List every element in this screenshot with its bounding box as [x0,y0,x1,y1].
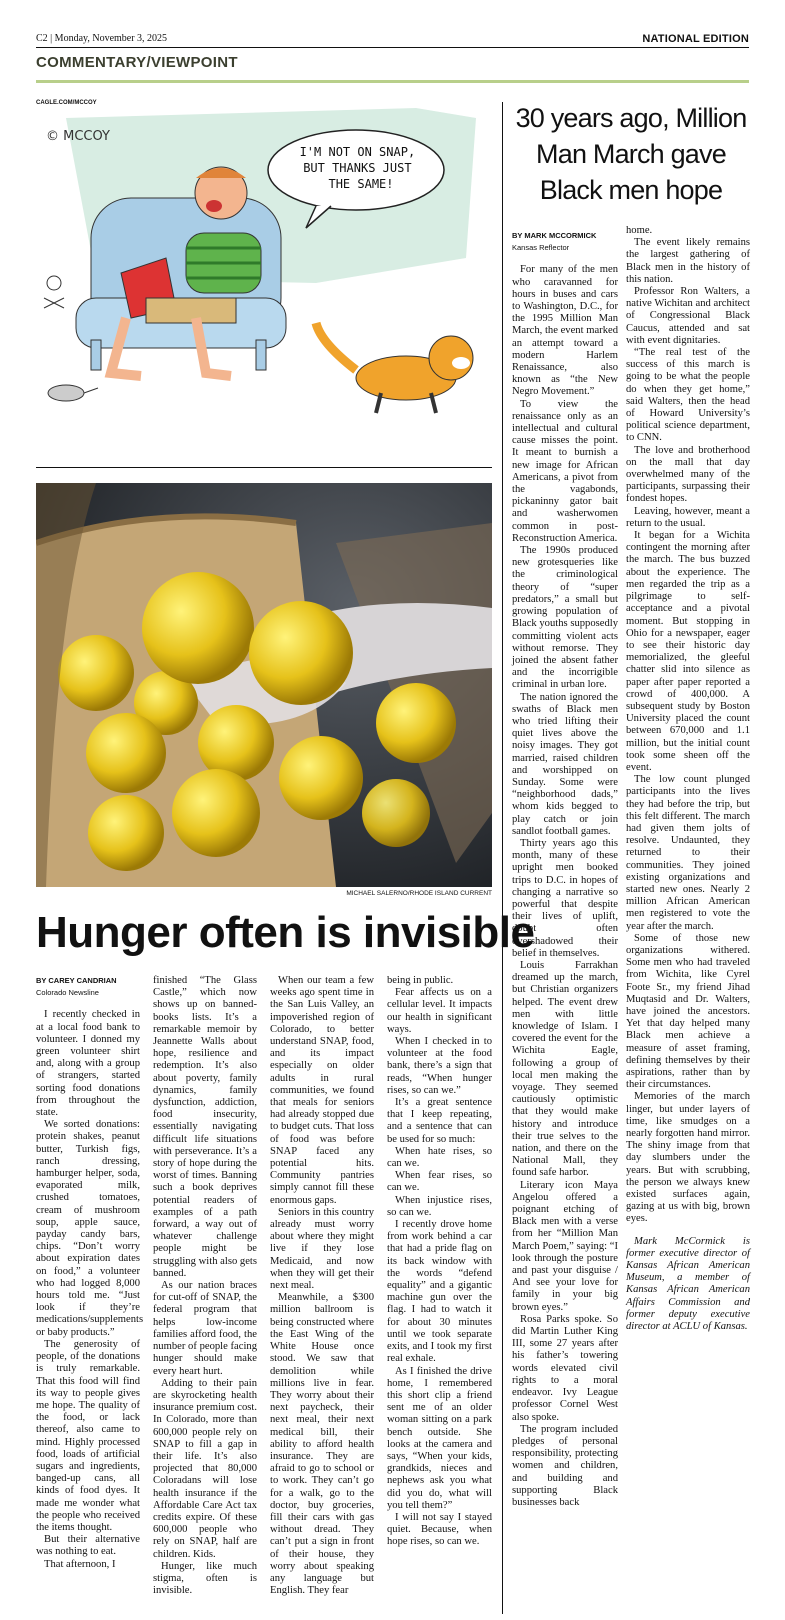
side-paragraph: For many of the men who caravanned for hours in buses and cars to Washington, D.C., for the 1995 Million Man March, the event marked an attempt toward a modern Harlem Renaissance, also known as “the New Negro Movement.” [512,264,618,398]
side-paragraph: It began for a Wichita contingent the morning after the march. The bus buzzed about the experience. The men regarded the trip as a pilgrimage to self-acceptance and a pivotal moment. But stopping in Ohio for a newspaper, eager to see their historic day memorialized, the gleeful chatter slid into silence as paper after paper reported a crowd of 400,000. A subsequent study by Boston University placed the count between 670,000 and 1.1 million, but the initial count took some sheen off the event. [626,530,750,773]
side-paragraph: The nation ignored the swaths of Black men who tried lifting their quiet lives above the noisy images. They got married, raised children and worshipped on Sunday. Some were “neighborhood dads,” whom kids begged to play catch or join sandlot football games. [512,691,618,837]
main-paragraph: That afternoon, I [44,1558,116,1570]
side-paragraph: Leaving, however, meant a return to the usual. [626,505,750,529]
main-org: Colorado Newsline [36,988,99,998]
photo-credit: MICHAEL SALERNO/RHODE ISLAND CURRENT [346,890,492,897]
main-paragraph: Meanwhile, a $300 million ballroom is being constructed where the East Wing of the White House once stood. We saw that demolition while millions live in fear. They worry about their next paycheck, their next meal, their next medical bill, their ability to afford health insurance. They are afraid to go to school or to work. They can’t go for a walk, go to the doctor, buy groceries, fill their cars with gas without dread. They can’t put a sign in front of their house, they worry about speaking any language but English. They fear [270,1292,374,1597]
side-paragraph: The event likely remains the largest gathering of Black men in the history of this nation. [626,237,750,285]
section-title: COMMENTARY/VIEWPOINT [36,54,238,71]
cartoon-divider [36,467,492,468]
page-folio: C2 | Monday, November 3, 2025 [36,33,168,44]
speech-line-1: I'M NOT ON SNAP, [299,145,416,159]
side-paragraph: home. [626,225,653,236]
cartoon-cat [316,323,473,413]
skull-icon [44,276,64,308]
side-column-1 [512,230,618,1509]
header-rule [36,47,749,48]
side-paragraph: The program included pledges of personal responsibility, protecting women and children, and building and supporting Black businesses back [512,1423,618,1508]
side-paragraph: Thirty years ago this month, many of these upright men booked trips to D.C. in hopes of changing a narrative so powerful that despite their lives of uplift, doubt often overshadowed their belief in themselves. [512,837,618,959]
cartoon-signature: © MCCOY [46,129,110,144]
side-paragraph: The 1990s produced new grotesqueries like the criminological theory of “super predators,” a small but growing population of Black youths supposedly committing violent acts without remorse. They joined the absent father and the incorrigible criminal in urban lore. [512,545,618,691]
main-paragraph: I will not say I stayed quiet. Because, when hope rises, so can we. [387,1511,492,1548]
side-org: Kansas Reflector [512,243,570,253]
main-paragraph: being in public. [387,975,454,986]
side-byline: BY MARK MCCORMICK [512,231,597,240]
main-column-3 [270,975,374,1597]
edition-label: NATIONAL EDITION [642,33,749,45]
main-paragraph: Hunger, like much stigma, often is invisible. [153,1560,257,1597]
editorial-cartoon [36,108,492,428]
main-column-2 [153,975,257,1597]
side-paragraph: The low count plunged participants into the lives they had before the trip, but this felt different. The march had given them jolts of resolve. Undaunted, they returned to their communities. They joined existing organizations and started new ones. Nearly 2 million African American men registered to vote the year after the march. [626,774,750,932]
side-headline-line: Man March gave [536,139,726,169]
main-paragraph: But their alternative was nothing to eat. [36,1534,140,1558]
author-tagline: Mark McCormick is former executive director of Kansas African American Museum, a member of Kansas African American Affairs Commission and former deputy executive director at ACLU of Kansas. [626,1235,750,1333]
main-paragraph: Seniors in this country already must worry about where they might live if they lose Medicaid, and now when they will get their next meal. [270,1206,374,1292]
side-paragraph: “The real test of the success of this march is going to be what the people do when they get home,” said Walters, then the head of Howard University’s political science department, to CNN. [626,347,750,444]
main-paragraph: When I checked in to volunteer at the food bank, there’s a sign that reads, “When hunger rises, so can we.” [387,1036,492,1096]
side-headline-line: Black men hope [539,175,723,205]
main-paragraph: When fear rises, so can we. [387,1170,492,1194]
speech-line-2: BUT THANKS JUST [303,161,412,175]
main-paragraph: finished “The Glass Castle,” which now shows up on banned-books lists. It’s a remarkable memoir by Jeannette Walls about hope, resilience and redemption. It’s also about poverty, family dynamics, family dysfunction, addiction, food insecurity, essentially navigating difficult life situations with perseverance. It’s a story of hope during the worst of times. Banning such a book deprives potential readers of examples of a path forward, a way out of whatever challenge people might be struggling with also gets banned. [153,975,257,1279]
side-paragraph: Professor Ron Walters, a native Wichitan and architect of Congressional Black Caucus, attended and sat with event dignitaries. [626,286,750,346]
main-paragraph: Fear affects us on a cellular level. It impacts our health in significant ways. [387,987,492,1035]
main-paragraph: We sorted donations: protein shakes, peanut butter, Turkish figs, ranch dressing, hamburger helper, soda, evaporated milk, crushed tomatoes, cream of mushroom soup, apple sauce, payday candy bars, chips. “Don’t worry about expiration dates on food,” a volunteer who had logged 8,000 hours told me. “Just look if they’re medications/supplements or baby products.” [36,1119,144,1338]
cartoon-credit: CAGLE.COM/MCCOY [36,100,97,106]
side-paragraph: Rosa Parks spoke. So did Martin Luther King III, some 27 years after his father’s towering words elevated civil rights to a moral endeavor. Ivy League professor Cornel West also spoke. [512,1313,618,1423]
main-column-4 [387,975,492,1549]
main-headline: Hunger often is invisible [36,908,535,957]
dead-mouse [48,385,98,401]
side-paragraph: Some of those new organizations withered. Some men who had traveled from Wichita, like Cyrel Foote Sr., my friend Jihad Muqtasid and Dr. Walters, have joined the ancestors. Yet that day helped many Black men achieve a measure of asset framing, defining themselves by their aspirations, rather than by their circumstances. [626,932,750,1091]
side-headline-line: 30 years ago, Million [515,103,747,133]
side-paragraph: To view the renaissance only as an intellectual and cultural cause misses the point. It meant to burnish a new image for African Americans, a pivot from the vagabonds, pickaninny gator bait and washerwomen common in post-Reconstruction America. [512,398,618,544]
main-paragraph: Adding to their pain are skyrocketing health insurance premium cost. In Colorado, more than 600,000 people rely on SNAP to fill a gap in their life. It’s also projected that 80,000 Coloradans will lose health insurance if the Affordable Care Act tax credits expire. Of these 600,000 people who rely on SNAP, half are children. Kids. [153,1377,257,1560]
column-divider [502,102,503,1614]
main-paragraph: I recently drove home from work behind a car that had a pride flag on its back window with the words “defend equality” and a gigantic machine gun over the flag. I had to watch it for about 30 minutes until we took separate exits, and I took my first real exhale. [387,1219,492,1365]
main-paragraph: The generosity of people, of the donations is truly remarkable. That this food will find its way to people gives me hope. The quality of the food, or lack thereof, also came to mind. Highly processed food, loads of artificial sugars and ingredients, banged-up cans, all kinds of food dyes. It made me wonder what the people who received the items thought. [36,1338,140,1533]
main-paragraph: As I finished the drive home, I remembered this short clip a friend sent me of an older woman sitting on a park bench outside. She looks at the camera and says, “When your kids, grandkids, nieces and nephews ask you what did you do, what will you tell them?” [387,1365,492,1511]
side-paragraph: Memories of the march linger, but under layers of time, like smudges on a nearly forgotten hand mirror. The shiny image from that day slumbers under the years. But with scrubbing, the person we always knew existed surfaces again, gazing at us with big, brown eyes. [626,1091,750,1225]
side-paragraph: Literary icon Maya Angelou offered a poignant etching of Black men with a verse from her “Million Man March Poem,” saying: “I look through the posture and past your disguise / And see your love for family in your big brown eyes.” [512,1179,618,1313]
side-column-2 [626,225,750,1333]
main-paragraph: When our team a few weeks ago spent time in the San Luis Valley, an impoverished region of Colorado, to better understand SNAP, food, and its impact especially on older adults in rural communities, we found that meals for seniors had already stopped due to budget cuts. That loss of food was before SNAP faced any potential hits. Community pantries simply cannot fill these enormous gaps. [270,975,374,1206]
main-paragraph: I recently checked in at a local food bank to volunteer. I donned my green volunteer shirt and, along with a group of strangers, started sorting food donations from throughout the state. [36,1009,140,1119]
side-headline [512,100,750,208]
side-paragraph: Louis Farrakhan dreamed up the march, but Christian organizers helped. The event drew men with little knowledge of Islam. I covered the event for the Wichita Eagle, following a group of local men making the voyage. They seemed cautiously optimistic that they would make history and introduce their true selves to the nation, and there on the National Mall, they found safe harbor. [512,959,618,1179]
speech-line-3: THE SAME! [328,177,394,191]
main-byline: BY CAREY CANDRIAN [36,976,117,985]
lemons-basket-photo [36,483,492,887]
main-paragraph: It’s a great sentence that I keep repeating, and a sentence that can be used for so much: [387,1097,492,1145]
side-paragraph: The love and brotherhood on the mall that day overwhelmed many of the participants, surpassing their fondest hopes. [626,444,750,505]
section-rule [36,80,749,83]
main-paragraph: When injustice rises, so can we. [387,1194,492,1218]
main-paragraph: When hate rises, so can we. [387,1145,492,1170]
main-column-1 [36,975,144,1571]
main-paragraph: As our nation braces for cut-off of SNAP, the federal program that helps low-income families afford food, the number of people facing hunger should make every heart hurt. [153,1280,257,1377]
